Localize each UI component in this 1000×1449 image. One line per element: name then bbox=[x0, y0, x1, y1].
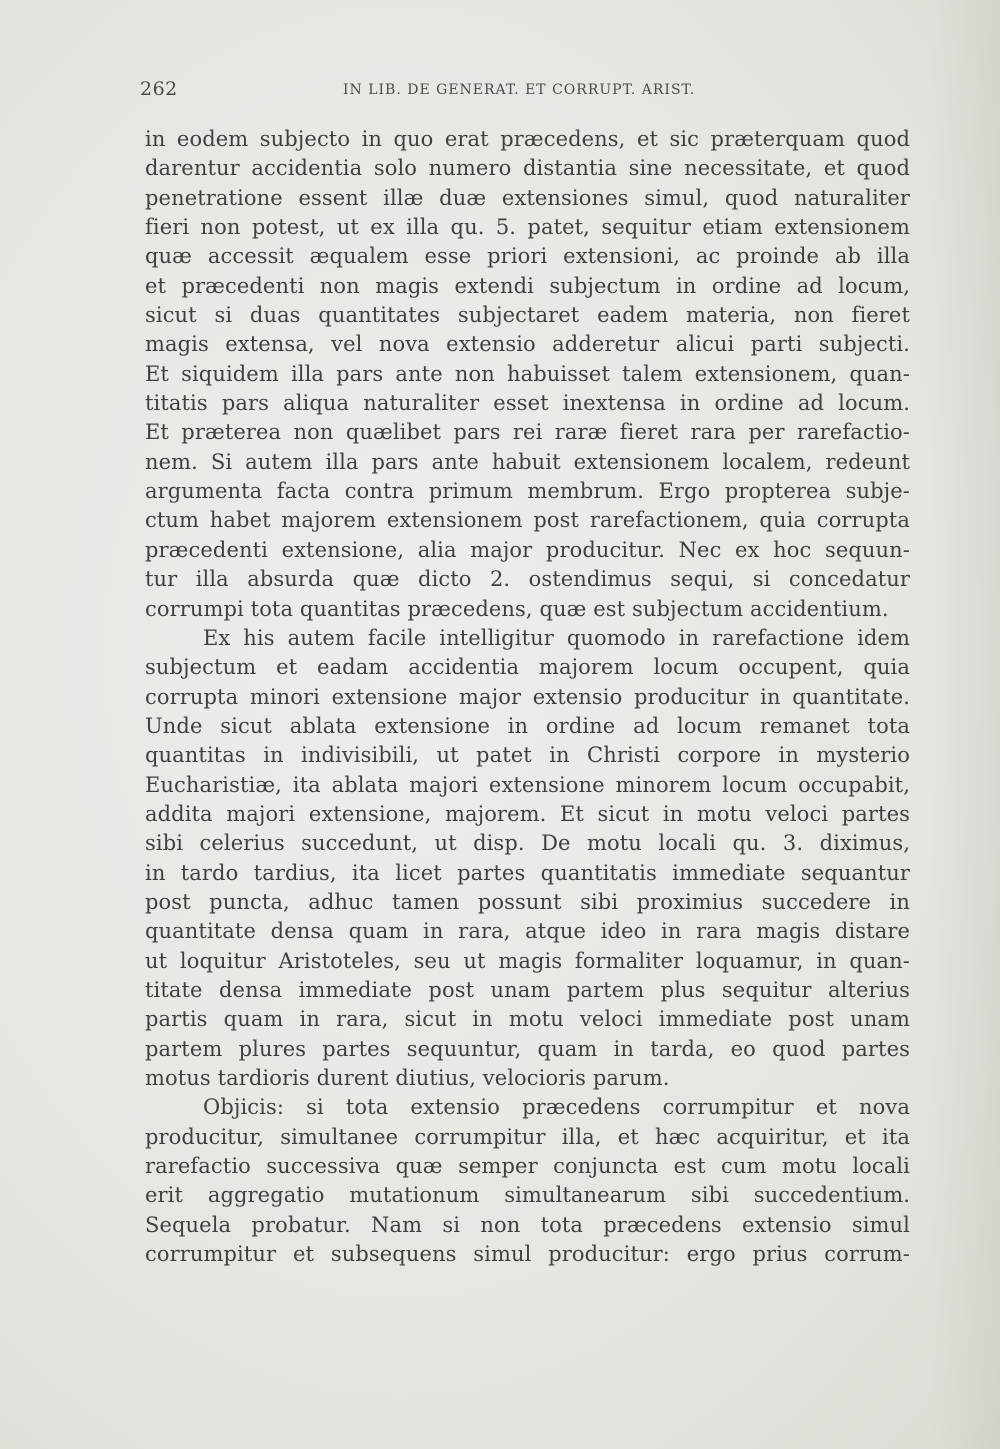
text-line: corrupta minori extensione major extensio producitur in quantitate. bbox=[145, 684, 910, 709]
text-line: magis extensa, vel nova extensio adderetur alicui parti subjecti. bbox=[145, 332, 910, 357]
text-line: corrumpi tota quantitas præcedens, quæ est subjectum accidentium. bbox=[145, 596, 889, 621]
page-number: 262 bbox=[140, 78, 178, 100]
text-line: argumenta facta contra primum membrum. Ergo propterea subje- bbox=[145, 479, 910, 504]
body-text bbox=[145, 125, 910, 1269]
text-line: Eucharistiæ, ita ablata majori extensione minorem locum occupabit, bbox=[145, 772, 910, 797]
text-line: et præcedenti non magis extendi subjectum in ordine ad locum, bbox=[145, 273, 910, 298]
text-line: in eodem subjecto in quo erat præcedens, et sic præterquam quod bbox=[145, 127, 910, 151]
text-line: producitur, simultanee corrumpitur illa, et hæc acquiritur, et ita bbox=[145, 1124, 910, 1149]
text-line: erit aggregatio mutationum simultanearum sibi succedentium. bbox=[145, 1183, 910, 1208]
text-line: sibi celerius succedunt, ut disp. De motu locali qu. 3. diximus, bbox=[145, 831, 910, 856]
text-line: Et præterea non quælibet pars rei raræ fieret rara per rarefactio- bbox=[145, 420, 910, 445]
text-line: titatis pars aliqua naturaliter esset inextensa in ordine ad locum. bbox=[145, 391, 910, 416]
text-line: nem. Si autem illa pars ante habuit extensionem localem, redeunt bbox=[145, 449, 910, 474]
text-line: Sequela probatur. Nam si non tota præcedens extensio simul bbox=[145, 1212, 910, 1237]
text-line: corrumpitur et subsequens simul producitur: ergo prius corrum- bbox=[145, 1242, 910, 1267]
text-line: sicut si duas quantitates subjectaret eadem materia, non fieret bbox=[145, 303, 910, 328]
text-line: fieri non potest, ut ex illa qu. 5. patet, sequitur etiam extensionem bbox=[145, 215, 910, 240]
text-line: ut loquitur Aristoteles, seu ut magis formaliter loquamur, in quan- bbox=[145, 948, 910, 973]
running-title: IN LIB. DE GENERAT. ET CORRUPT. ARIST. bbox=[343, 82, 696, 98]
text-line: post puncta, adhuc tamen possunt sibi proximius succedere in bbox=[145, 889, 910, 914]
text-line: rarefactio successiva quæ semper conjuncta est cum motu locali bbox=[145, 1154, 910, 1179]
text-line: Et siquidem illa pars ante non habuisset talem extensionem, quan- bbox=[145, 361, 910, 386]
text-line: titate densa immediate post unam partem plus sequitur alterius bbox=[145, 977, 910, 1002]
text-line: partis quam in rara, sicut in motu veloci immediate post unam bbox=[145, 1007, 910, 1032]
text-line: Unde sicut ablata extensione in ordine ad locum remanet tota bbox=[145, 713, 910, 738]
paragraph-first-line: Objicis: si tota extensio præcedens corrumpitur et nova bbox=[203, 1095, 910, 1120]
text-line: tur illa absurda quæ dicto 2. ostendimus sequi, si concedatur bbox=[145, 567, 910, 592]
text-line: quantitas in indivisibili, ut patet in Christi corpore in mysterio bbox=[145, 743, 910, 768]
running-head bbox=[140, 78, 910, 108]
text-line: partem plures partes sequuntur, quam in tarda, eo quod partes bbox=[145, 1036, 910, 1061]
text-line: quæ accessit æqualem esse priori extensioni, ac proinde ab illa bbox=[145, 244, 910, 269]
text-line: subjectum et eadam accidentia majorem locum occupent, quia bbox=[145, 655, 910, 680]
text-line: in tardo tardius, ita licet partes quantitatis immediate sequantur bbox=[145, 860, 910, 885]
text-line: ctum habet majorem extensionem post rarefactionem, quia corrupta bbox=[145, 508, 910, 533]
text-line: motus tardioris durent diutius, velocioris parum. bbox=[145, 1066, 670, 1090]
text-line: addita majori extensione, majorem. Et sicut in motu veloci partes bbox=[145, 801, 910, 826]
text-line: penetratione essent illæ duæ extensiones simul, quod naturaliter bbox=[145, 185, 910, 210]
text-line: præcedenti extensione, alia major producitur. Nec ex hoc sequun- bbox=[145, 537, 910, 562]
paragraph-first-line: Ex his autem facile intelligitur quomodo in rarefactione idem bbox=[203, 625, 910, 650]
text-line: quantitate densa quam in rara, atque ideo in rara magis distare bbox=[145, 919, 910, 944]
text-line: darentur accidentia solo numero distantia sine necessitate, et quod bbox=[145, 156, 910, 181]
